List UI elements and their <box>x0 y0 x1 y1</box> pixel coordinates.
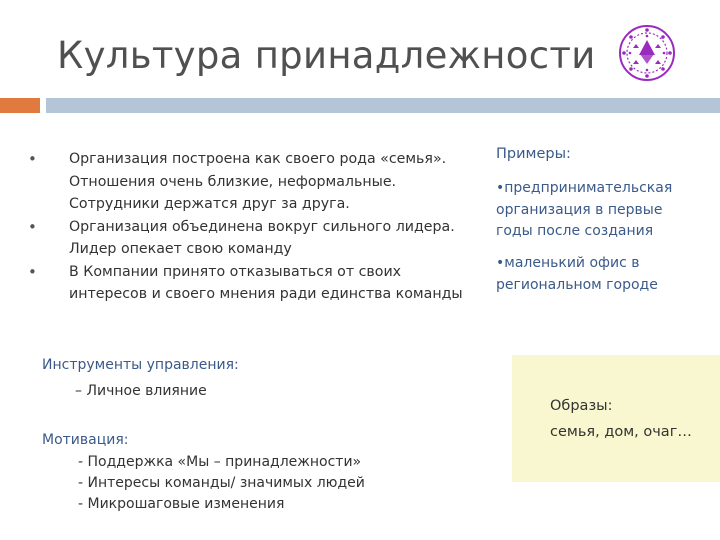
purple-circular-pattern-icon <box>618 24 676 82</box>
images-value: семья, дом, очаг… <box>550 424 692 440</box>
motivation-list <box>78 452 365 515</box>
bullet-item: • Организация построена как своего рода «семья». Отношения очень близкие, неформальные. Сотрудники держатся друг за друга. <box>28 148 478 216</box>
example-item: •предпринимательская организация в первые годы после создания <box>496 180 673 239</box>
bullet-item: • Организация объединена вокруг сильного лидера. Лидер опекает свою команду <box>28 216 478 261</box>
examples-heading: Примеры: <box>496 146 571 162</box>
images-callout-box <box>512 355 720 482</box>
images-text <box>550 393 692 445</box>
example-item: •маленький офис в региональном городе <box>496 255 658 293</box>
bullet-item: • В Компании принято отказываться от своих интересов и своего мнения ради единства команды <box>28 261 478 306</box>
slide-title: Культура принадлежности <box>57 34 596 77</box>
main-bullet-list <box>28 148 478 306</box>
tools-heading: Инструменты управления: <box>42 357 239 373</box>
blue-divider-bar <box>46 98 720 113</box>
motivation-item: - Поддержка «Мы – принадлежности» <box>78 454 362 470</box>
orange-accent-bar <box>0 98 40 113</box>
motivation-item: - Интересы команды/ значимых людей <box>78 475 365 491</box>
motivation-item: - Микрошаговые изменения <box>78 496 285 512</box>
tools-item: – Личное влияние <box>75 383 207 399</box>
images-heading: Образы: <box>550 398 613 414</box>
motivation-heading: Мотивация: <box>42 432 129 448</box>
